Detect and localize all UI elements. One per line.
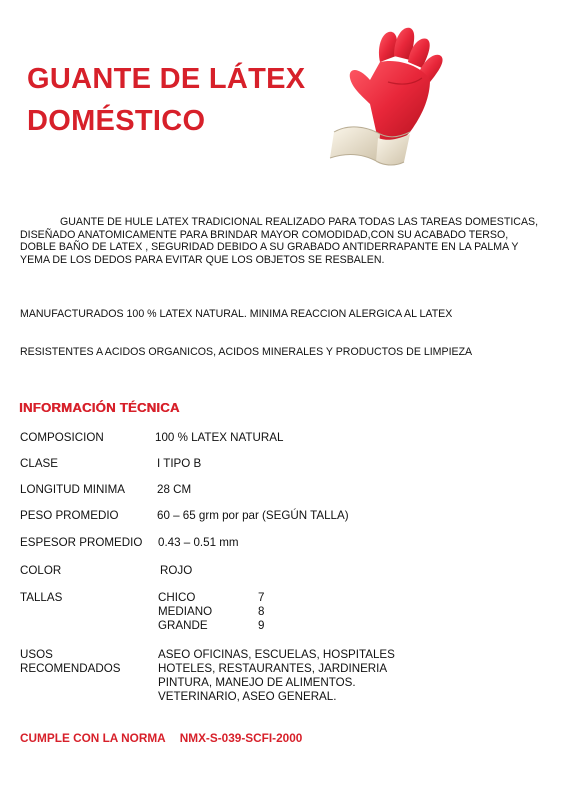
title-line-1: GUANTE DE LÁTEX [27, 63, 306, 95]
size-number: 8 [258, 605, 265, 618]
spec-label-sizes: TALLAS [20, 591, 63, 604]
red-latex-glove-icon [318, 22, 458, 172]
size-row [158, 605, 264, 619]
compliance-statement [20, 731, 302, 745]
spec-label-avg-thickness: ESPESOR PROMEDIO [20, 536, 143, 549]
size-row [158, 619, 264, 633]
spec-value-color: ROJO [160, 564, 193, 577]
title-line-2: DOMÉSTICO [27, 105, 206, 137]
recommended-uses-list [158, 648, 395, 704]
uses-line: VETERINARIO, ASEO GENERAL. [158, 690, 337, 703]
resistance-note: RESISTENTES A ACIDOS ORGANICOS, ACIDOS MINERALES Y PRODUCTOS DE LIMPIEZA [20, 346, 473, 358]
spec-value-composition: 100 % LATEX NATURAL [155, 431, 284, 444]
norm-code: NMX-S-039-SCFI-2000 [179, 731, 303, 745]
spec-label-min-length: LONGITUD MINIMA [20, 483, 125, 496]
page-title [27, 58, 327, 142]
manufacture-note: MANUFACTURADOS 100 % LATEX NATURAL. MINIMA REACCION ALERGICA AL LATEX [20, 308, 453, 320]
spec-label-color: COLOR [20, 564, 62, 577]
size-name: MEDIANO [158, 605, 213, 618]
uses-line: HOTELES, RESTAURANTES, JARDINERIA [158, 662, 388, 675]
spec-value-avg-weight: 60 – 65 grm por par (SEGÚN TALLA) [157, 509, 349, 522]
uses-line: PINTURA, MANEJO DE ALIMENTOS. [158, 676, 356, 689]
size-number: 9 [258, 619, 265, 632]
recommended-uses-label [20, 648, 121, 676]
spec-label-avg-weight: PESO PROMEDIO [20, 509, 119, 522]
uses-label-line-1: USOS [20, 648, 53, 661]
compliance-label: CUMPLE CON LA NORMA [20, 731, 166, 745]
sizes-list [158, 591, 264, 633]
spec-value-avg-thickness: 0.43 – 0.51 mm [158, 536, 239, 549]
technical-info-heading: INFORMACIÓN TÉCNICA [19, 400, 180, 415]
product-description: GUANTE DE HULE LATEX TRADICIONAL REALIZADO PARA TODAS LAS TAREAS DOMESTICAS, DISEÑADO ANATOMICAMENTE PARA BRINDAR MAYOR COMODIDAD,CON SU ACABADO TERSO, DOBLE BAÑO DE LATEX , SEGURIDAD DEBIDO A SU GRABADO ANTIDERRAPANTE EN LA PALMA Y YEMA DE LOS DEDOS PARA EVITAR QUE LOS OBJETOS SE RESBALEN. [20, 216, 539, 266]
size-row [158, 591, 264, 605]
spec-value-min-length: 28 CM [157, 483, 192, 496]
spec-value-class: I TIPO B [157, 457, 202, 470]
uses-line: ASEO OFICINAS, ESCUELAS, HOSPITALES [158, 648, 395, 661]
spec-label-composition: COMPOSICION [20, 431, 104, 444]
uses-label-line-2: RECOMENDADOS [20, 662, 121, 675]
size-number: 7 [258, 591, 265, 604]
size-name: GRANDE [158, 619, 208, 632]
spec-label-class: CLASE [20, 457, 59, 470]
size-name: CHICO [158, 591, 196, 604]
